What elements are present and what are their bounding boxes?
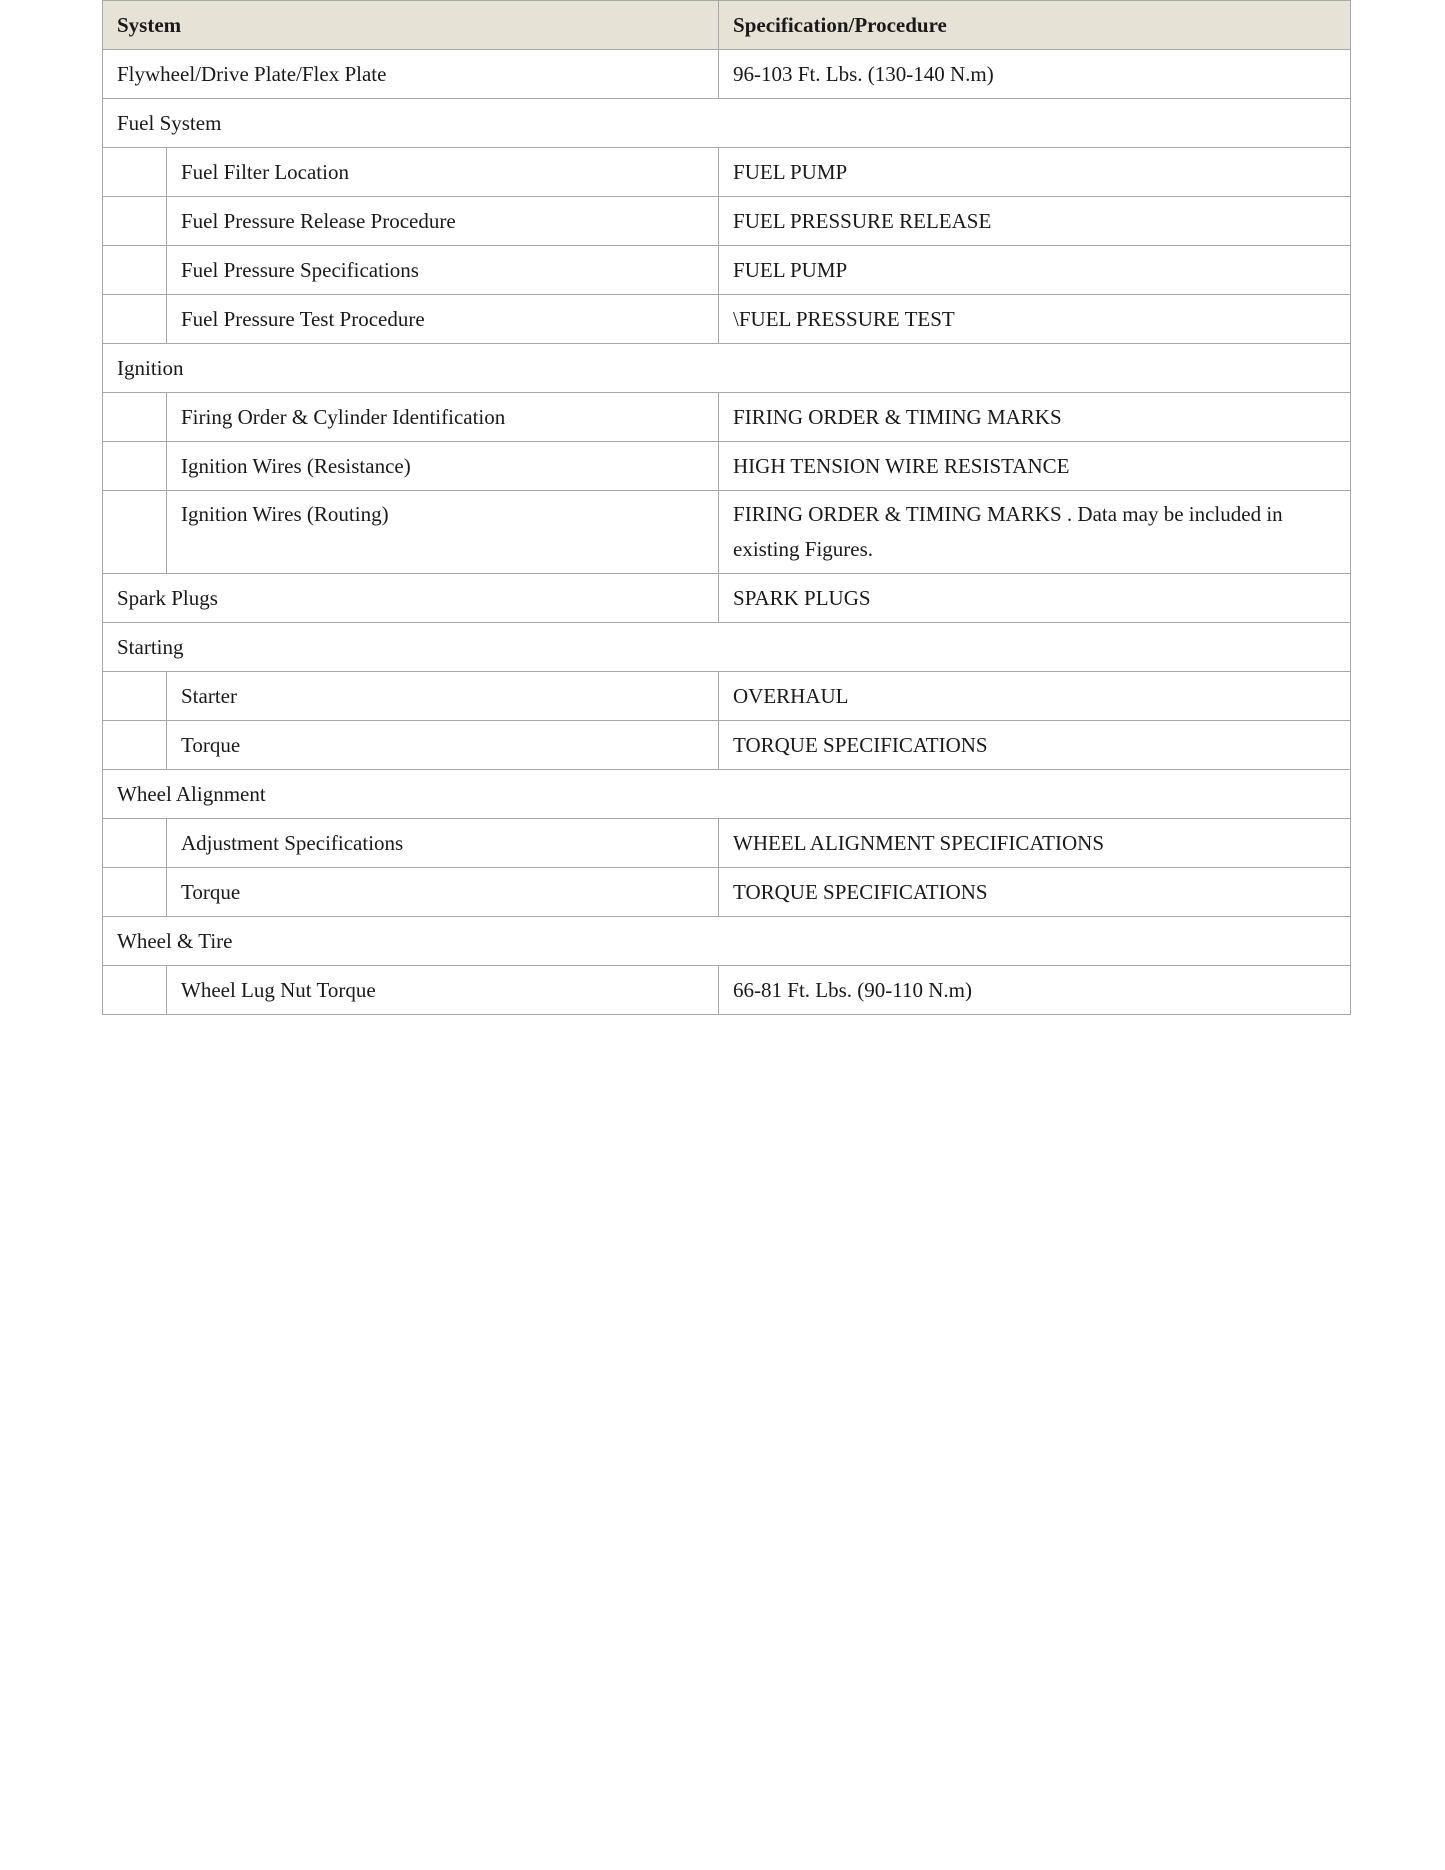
table-row [103, 246, 1351, 295]
subsystem-name-cell: Fuel Pressure Release Procedure [167, 197, 719, 246]
subsystem-name-cell: Wheel Lug Nut Torque [167, 966, 719, 1015]
specification-cell: FUEL PUMP [719, 246, 1351, 295]
table-row [103, 966, 1351, 1015]
section-title: Wheel Alignment [103, 770, 1351, 819]
indent-cell [103, 197, 167, 246]
section-row [103, 917, 1351, 966]
table-row [103, 491, 1351, 574]
table-row [103, 672, 1351, 721]
specification-cell: \FUEL PRESSURE TEST [719, 295, 1351, 344]
system-name-cell: Spark Plugs [103, 574, 719, 623]
indent-cell [103, 721, 167, 770]
subsystem-name-cell: Firing Order & Cylinder Identification [167, 393, 719, 442]
specification-cell: SPARK PLUGS [719, 574, 1351, 623]
specification-cell: FUEL PRESSURE RELEASE [719, 197, 1351, 246]
specification-cell: HIGH TENSION WIRE RESISTANCE [719, 442, 1351, 491]
indent-cell [103, 246, 167, 295]
specification-cell: FIRING ORDER & TIMING MARKS [719, 393, 1351, 442]
indent-cell [103, 491, 167, 574]
table-row [103, 868, 1351, 917]
table-row [103, 442, 1351, 491]
table-row [103, 721, 1351, 770]
subsystem-name-cell: Ignition Wires (Routing) [167, 491, 719, 574]
system-name-cell: Flywheel/Drive Plate/Flex Plate [103, 50, 719, 99]
section-title: Ignition [103, 344, 1351, 393]
specification-cell: TORQUE SPECIFICATIONS [719, 868, 1351, 917]
subsystem-name-cell: Fuel Filter Location [167, 148, 719, 197]
section-row [103, 344, 1351, 393]
specification-cell: TORQUE SPECIFICATIONS [719, 721, 1351, 770]
table-row [103, 574, 1351, 623]
indent-cell [103, 868, 167, 917]
subsystem-name-cell: Torque [167, 721, 719, 770]
specification-cell: WHEEL ALIGNMENT SPECIFICATIONS [719, 819, 1351, 868]
section-title: Starting [103, 623, 1351, 672]
table-row [103, 148, 1351, 197]
subsystem-name-cell: Starter [167, 672, 719, 721]
section-title: Wheel & Tire [103, 917, 1351, 966]
section-row [103, 623, 1351, 672]
table-row [103, 819, 1351, 868]
specification-cell: OVERHAUL [719, 672, 1351, 721]
subsystem-name-cell: Ignition Wires (Resistance) [167, 442, 719, 491]
indent-cell [103, 295, 167, 344]
section-row [103, 770, 1351, 819]
table-row [103, 197, 1351, 246]
indent-cell [103, 442, 167, 491]
specification-table [102, 0, 1351, 1015]
column-header-system: System [103, 1, 719, 50]
subsystem-name-cell: Fuel Pressure Specifications [167, 246, 719, 295]
specification-cell: FUEL PUMP [719, 148, 1351, 197]
indent-cell [103, 393, 167, 442]
subsystem-name-cell: Adjustment Specifications [167, 819, 719, 868]
indent-cell [103, 966, 167, 1015]
specification-cell: 66-81 Ft. Lbs. (90-110 N.m) [719, 966, 1351, 1015]
table-row [103, 393, 1351, 442]
specification-cell: 96-103 Ft. Lbs. (130-140 N.m) [719, 50, 1351, 99]
table-row [103, 50, 1351, 99]
specification-cell: FIRING ORDER & TIMING MARKS . Data may be included in existing Figures. [719, 491, 1351, 574]
indent-cell [103, 819, 167, 868]
table-header-row [103, 1, 1351, 50]
section-row [103, 99, 1351, 148]
subsystem-name-cell: Fuel Pressure Test Procedure [167, 295, 719, 344]
column-header-specification: Specification/Procedure [719, 1, 1351, 50]
section-title: Fuel System [103, 99, 1351, 148]
table-row [103, 295, 1351, 344]
indent-cell [103, 148, 167, 197]
subsystem-name-cell: Torque [167, 868, 719, 917]
table-body [103, 50, 1351, 1015]
indent-cell [103, 672, 167, 721]
